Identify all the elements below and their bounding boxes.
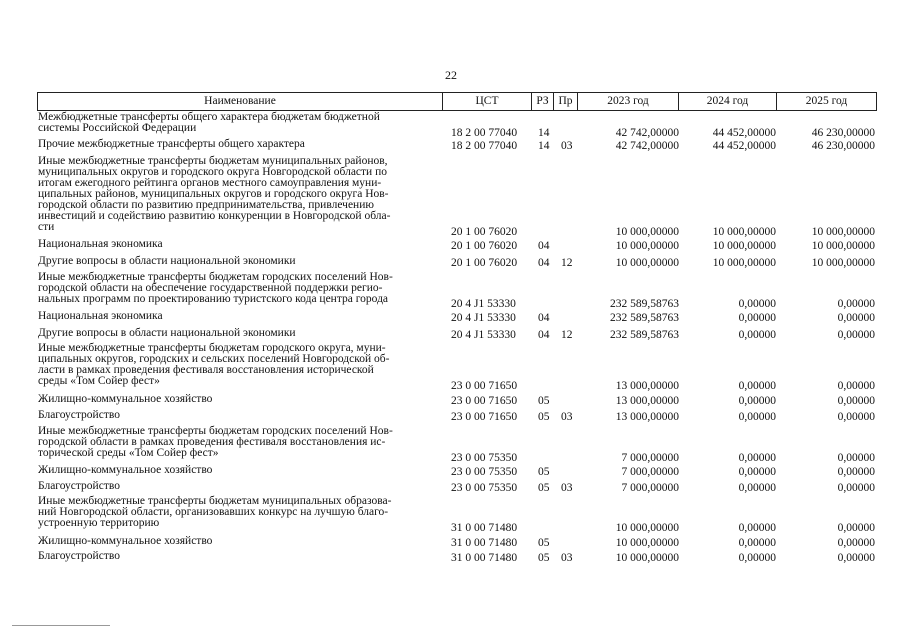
- row-name: Национальная экономика: [38, 310, 163, 322]
- cell-y2024: 0,00000: [738, 298, 776, 310]
- cell-y2024: 0,00000: [738, 482, 776, 494]
- page-number: 22: [445, 68, 457, 82]
- cell-y2023: 10 000,00000: [615, 522, 679, 534]
- cell-pr: 03: [561, 140, 573, 152]
- cell-y2025: 0,00000: [837, 298, 875, 310]
- footer-divider: [12, 625, 110, 626]
- cell-cst: 23 0 00 71650: [451, 380, 518, 392]
- cell-y2023: 42 742,00000: [615, 127, 679, 139]
- cell-y2025: 0,00000: [837, 452, 875, 464]
- cell-rz: 05: [538, 482, 550, 494]
- row-name: Иные межбюджетные трансферты бюджетам городских поселений Нов- городской области в рамках проведения фестиваля восстановления ис- торической среды «Том Сойер фест»: [38, 425, 393, 459]
- cell-rz: 04: [538, 312, 550, 324]
- cell-cst: 31 0 00 71480: [451, 537, 518, 549]
- cell-y2024: 0,00000: [738, 395, 776, 407]
- header-cst: ЦСТ: [443, 93, 532, 110]
- cell-rz: 05: [538, 395, 550, 407]
- cell-y2025: 10 000,00000: [811, 257, 875, 269]
- cell-y2024: 44 452,00000: [712, 140, 776, 152]
- cell-cst: 18 2 00 77040: [451, 127, 518, 139]
- row-name: Иные межбюджетные трансферты бюджетам муниципальных образова- ний Новгородской области, организовавших конкурс на лучшую благо- устроенную территорию: [38, 495, 392, 529]
- table-header: [37, 92, 877, 111]
- cell-cst: 20 4 J1 53330: [451, 312, 516, 324]
- cell-y2023: 10 000,00000: [615, 552, 679, 564]
- cell-rz: 04: [538, 257, 550, 269]
- cell-y2025: 0,00000: [837, 482, 875, 494]
- cell-rz: 05: [538, 411, 550, 423]
- cell-y2023: 10 000,00000: [615, 226, 679, 238]
- cell-y2025: 0,00000: [837, 329, 875, 341]
- cell-y2025: 0,00000: [837, 380, 875, 392]
- cell-cst: 23 0 00 71650: [451, 395, 518, 407]
- header-2023: 2023 год: [578, 93, 679, 110]
- cell-y2025: 0,00000: [837, 537, 875, 549]
- row-name: Жилищно-коммунальное хозяйство: [38, 464, 213, 476]
- header-2024: 2024 год: [679, 93, 777, 110]
- cell-y2024: 0,00000: [738, 329, 776, 341]
- cell-y2023: 10 000,00000: [615, 537, 679, 549]
- cell-y2023: 7 000,00000: [621, 452, 679, 464]
- cell-y2023: 232 589,58763: [610, 329, 679, 341]
- cell-y2024: 0,00000: [738, 452, 776, 464]
- row-name: Благоустройство: [38, 409, 120, 421]
- cell-y2023: 7 000,00000: [621, 466, 679, 478]
- cell-cst: 23 0 00 71650: [451, 411, 518, 423]
- cell-y2024: 0,00000: [738, 312, 776, 324]
- cell-cst: 31 0 00 71480: [451, 522, 518, 534]
- cell-y2024: 10 000,00000: [712, 240, 776, 252]
- cell-y2024: 0,00000: [738, 552, 776, 564]
- cell-y2023: 232 589,58763: [610, 312, 679, 324]
- row-name: Другие вопросы в области национальной экономики: [38, 327, 296, 339]
- cell-rz: 05: [538, 552, 550, 564]
- cell-y2025: 46 230,00000: [811, 127, 875, 139]
- cell-cst: 20 1 00 76020: [451, 226, 518, 238]
- cell-y2025: 0,00000: [837, 552, 875, 564]
- cell-y2025: 10 000,00000: [811, 226, 875, 238]
- row-name: Жилищно-коммунальное хозяйство: [38, 393, 213, 405]
- row-name: Иные межбюджетные трансферты бюджетам городских поселений Нов- городской области на обеспечение государственной поддержки регио- нальных программ по проектированию туристского кода центра города: [38, 271, 393, 305]
- cell-y2025: 10 000,00000: [811, 240, 875, 252]
- row-name: Благоустройство: [38, 550, 120, 562]
- row-name: Иные межбюджетные трансферты бюджетам муниципальных районов, муниципальных округов и городского округа Новгородской области по итогам ежегодного рейтинга органов местного самоуправления муни- ципальных районов, муниципальных округов и городского округа Нов- городской области по развитию предпринимательства, привлечению инвестиций и содействию развитию конкуренции в Новгородской обла- сти: [38, 155, 391, 233]
- cell-y2023: 42 742,00000: [615, 140, 679, 152]
- cell-y2024: 10 000,00000: [712, 257, 776, 269]
- cell-y2024: 0,00000: [738, 522, 776, 534]
- header-name: Наименование: [38, 93, 443, 110]
- cell-cst: 23 0 00 75350: [451, 466, 518, 478]
- cell-y2023: 13 000,00000: [615, 380, 679, 392]
- header-2025: 2025 год: [805, 95, 848, 107]
- row-name: Прочие межбюджетные трансферты общего характера: [38, 138, 305, 150]
- row-name: Межбюджетные трансферты общего характера бюджетам бюджетной системы Российской Федерации: [38, 111, 380, 134]
- cell-y2024: 0,00000: [738, 537, 776, 549]
- cell-y2025: 0,00000: [837, 411, 875, 423]
- cell-pr: 03: [561, 411, 573, 423]
- cell-y2024: 0,00000: [738, 466, 776, 478]
- row-name: Национальная экономика: [38, 238, 163, 250]
- header-pr: Пр: [554, 93, 578, 110]
- cell-y2023: 13 000,00000: [615, 411, 679, 423]
- cell-y2023: 232 589,58763: [610, 298, 679, 310]
- cell-y2023: 10 000,00000: [615, 240, 679, 252]
- cell-y2025: 0,00000: [837, 312, 875, 324]
- cell-rz: 14: [538, 140, 550, 152]
- cell-pr: 12: [561, 257, 573, 269]
- cell-y2024: 0,00000: [738, 380, 776, 392]
- cell-pr: 03: [561, 552, 573, 564]
- cell-y2023: 13 000,00000: [615, 395, 679, 407]
- row-name: Жилищно-коммунальное хозяйство: [38, 535, 213, 547]
- cell-y2025: 0,00000: [837, 395, 875, 407]
- cell-y2023: 7 000,00000: [621, 482, 679, 494]
- cell-rz: 04: [538, 329, 550, 341]
- cell-rz: 04: [538, 240, 550, 252]
- cell-cst: 20 4 J1 53330: [451, 298, 516, 310]
- cell-cst: 20 1 00 76020: [451, 240, 518, 252]
- cell-pr: 03: [561, 482, 573, 494]
- cell-cst: 31 0 00 71480: [451, 552, 518, 564]
- cell-rz: 05: [538, 466, 550, 478]
- cell-y2025: 0,00000: [837, 466, 875, 478]
- cell-y2023: 10 000,00000: [615, 257, 679, 269]
- cell-y2024: 0,00000: [738, 411, 776, 423]
- cell-rz: 14: [538, 127, 550, 139]
- cell-cst: 20 4 J1 53330: [451, 329, 516, 341]
- row-name: Иные межбюджетные трансферты бюджетам городского округа, муни- ципальных округов, городских и сельских поселений Новгородской об- ласти в рамках проведения фестиваля восстановления исторической среды «Том Сойер фест»: [38, 342, 390, 387]
- cell-y2024: 44 452,00000: [712, 127, 776, 139]
- cell-cst: 18 2 00 77040: [451, 140, 518, 152]
- row-name: Другие вопросы в области национальной экономики: [38, 255, 296, 267]
- cell-cst: 20 1 00 76020: [451, 257, 518, 269]
- cell-y2024: 10 000,00000: [712, 226, 776, 238]
- cell-y2025: 0,00000: [837, 522, 875, 534]
- cell-rz: 05: [538, 537, 550, 549]
- cell-y2025: 46 230,00000: [811, 140, 875, 152]
- header-rz: РЗ: [532, 93, 554, 110]
- row-name: Благоустройство: [38, 480, 120, 492]
- cell-pr: 12: [561, 329, 573, 341]
- cell-cst: 23 0 00 75350: [451, 452, 518, 464]
- cell-cst: 23 0 00 75350: [451, 482, 518, 494]
